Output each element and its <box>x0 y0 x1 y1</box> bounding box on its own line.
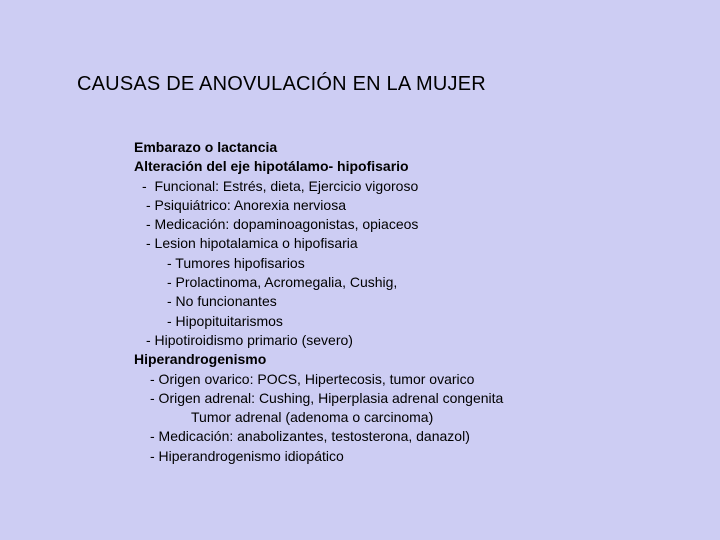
sub-sub-item-prolactinoma: - Prolactinoma, Acromegalia, Cushig, <box>167 274 398 291</box>
sub-item-lesion: - Lesion hipotalamica o hipofisaria <box>146 235 358 252</box>
slide-title: CAUSAS DE ANOVULACIÓN EN LA MUJER <box>77 73 486 95</box>
sub-item-hipotiroidismo: - Hipotiroidismo primario (severo) <box>146 331 353 348</box>
sub-item-origen-adrenal: - Origen adrenal: Cushing, Hiperplasia adrenal congenita <box>150 389 504 406</box>
sub-item-medicacion-androgenos: - Medicación: anabolizantes, testosterona, danazol) <box>150 428 470 445</box>
sub-item-origen-ovarico: - Origen ovarico: POCS, Hipertecosis, tumor ovarico <box>150 370 475 387</box>
bullet-eje-hipotalamo: Alteración del eje hipotálamo- hipofisario <box>134 158 409 175</box>
sub-sub-item-no-funcionantes: - No funcionantes <box>167 293 277 310</box>
slide-body <box>134 138 704 466</box>
sub-item-tumor-adrenal: Tumor adrenal (adenoma o carcinoma) <box>191 409 434 426</box>
sub-item-psiquiatrico: - Psiquiátrico: Anorexia nerviosa <box>146 196 346 213</box>
bullet-hiperandrogenismo: Hiperandrogenismo <box>134 351 267 368</box>
bullet-embarazo: Embarazo o lactancia <box>134 139 278 155</box>
sub-sub-item-tumores: - Tumores hipofisarios <box>167 254 305 271</box>
sub-item-funcional: - Funcional: Estrés, dieta, Ejercicio vigoroso <box>142 177 419 194</box>
sub-item-medicacion: - Medicación: dopaminoagonistas, opiaceos <box>146 216 419 233</box>
sub-item-idiopatico: - Hiperandrogenismo idiopático <box>150 447 344 464</box>
sub-sub-item-hipopituitarismos: - Hipopituitarismos <box>167 312 283 329</box>
